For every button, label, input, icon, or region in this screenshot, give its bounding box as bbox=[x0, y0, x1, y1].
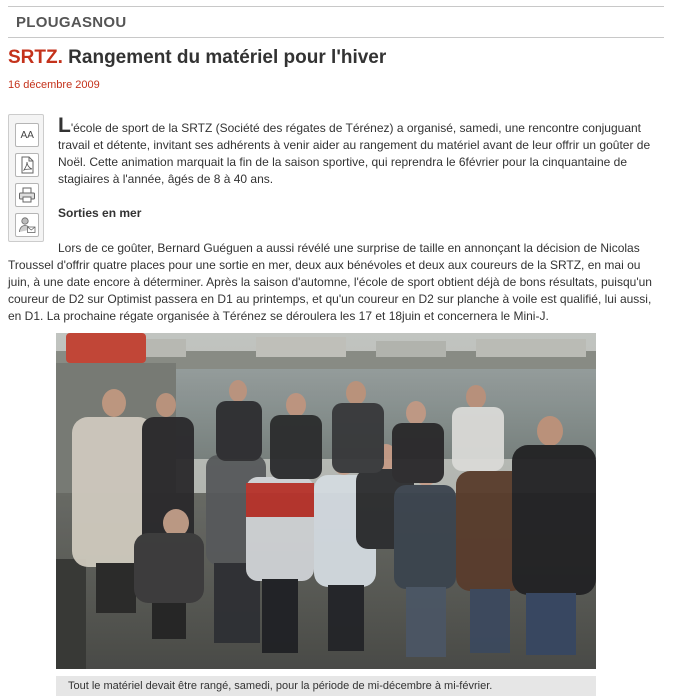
group-photo-image bbox=[56, 333, 596, 669]
font-size-button[interactable] bbox=[15, 123, 39, 147]
lead-text: 'école de sport de la SRTZ (Société des régates de Térénez) a organisé, samedi, une rencontre conjuguant travail et détente, invitant ses adhérents à venir aider au rangement du matériel avant de leur offrir un goûter de Noël. Cette animation marquait la fin de la saison sportive, qui reprendra le 6février pour la cinquantaine de stagiaires à l'année, âgés de 8 à 40 ans. bbox=[58, 121, 651, 186]
print-button[interactable] bbox=[15, 183, 39, 207]
paragraph-text: Lors de ce goûter, Bernard Guéguen a aussi révélé une surprise de taille en annonçant la décision de Nicolas Troussel d'offrir quatre places pour une sortie en mer, deux aux bénévoles et deux aux coureurs de la SRTZ, en mai ou juin, à une date encore à déterminer. Après la saison d'automne, l'école de sport obtient déjà de bons résultats, puisqu'un coureur de D2 sur Optimist passera en D1 au printemps, et qu'un coureur en D2 sur planche à voile est qualifié, lui aussi, en D1. La prochaine régate organisée à Térénez se déroulera les 17 et 18juin et concernera le Mini-J. bbox=[8, 241, 652, 323]
send-to-friend-button[interactable] bbox=[15, 213, 39, 237]
photo-caption: Tout le matériel devait être rangé, samedi, pour la période de mi-décembre à mi-février. bbox=[56, 676, 596, 696]
font-size-icon: AA bbox=[20, 129, 34, 141]
article-headline: Rangement du matériel pour l'hiver bbox=[62, 47, 387, 68]
article-paragraph bbox=[8, 240, 664, 325]
drop-cap: L bbox=[58, 114, 71, 137]
article-date: 16 décembre 2009 bbox=[8, 79, 100, 91]
article-lead bbox=[58, 114, 664, 188]
article-toolbar bbox=[8, 114, 44, 242]
pdf-button[interactable] bbox=[15, 153, 39, 177]
send-to-friend-icon bbox=[18, 216, 36, 234]
article-title bbox=[8, 47, 668, 69]
section-title: PLOUGASNOU bbox=[16, 13, 127, 31]
article-subheading: Sorties en mer bbox=[58, 206, 142, 220]
pdf-icon bbox=[19, 156, 35, 174]
print-icon bbox=[18, 187, 36, 203]
article-photo bbox=[56, 333, 596, 669]
section-header bbox=[8, 6, 664, 38]
article-kicker: SRTZ. bbox=[8, 47, 63, 68]
